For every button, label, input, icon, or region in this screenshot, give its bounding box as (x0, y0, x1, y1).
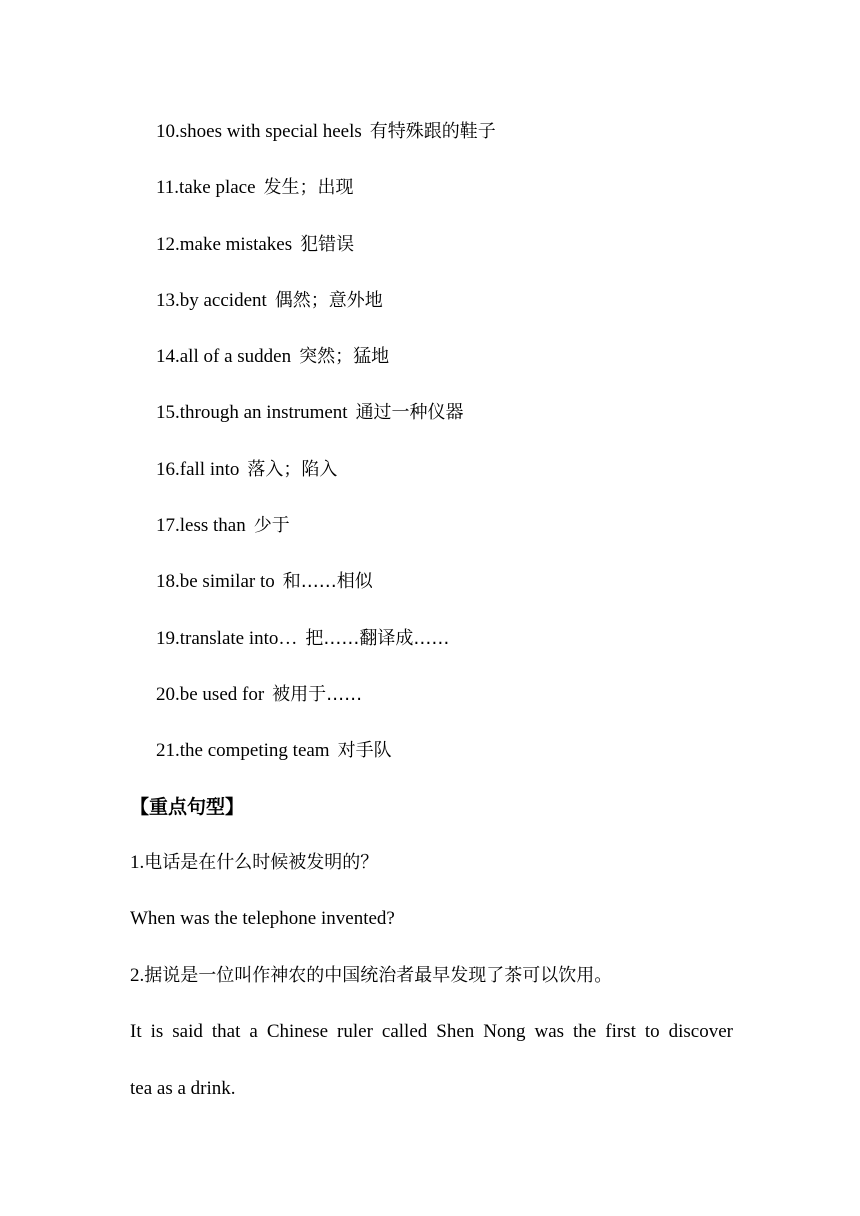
phrase-chinese: 突然；猛地 (299, 346, 390, 368)
phrase-english: 18.be similar to (156, 571, 275, 593)
list-item (156, 510, 796, 566)
sentence-chinese-text: 据说是一位叫作神农的中国统治者最早发现了茶可以饮用。 (144, 964, 613, 986)
phrase-english: 20.be used for (156, 683, 265, 705)
phrase-chinese: 对手队 (337, 740, 392, 762)
phrase-english: 10.shoes with special heels (156, 121, 362, 142)
phrase-chinese: 把……翻译成…… (305, 627, 450, 649)
phrase-english: 14.all of a sudden (156, 346, 292, 368)
list-item (156, 679, 796, 735)
list-item (156, 454, 796, 510)
phrase-chinese: 落入；陷入 (247, 458, 338, 480)
sentence-number: 1. (130, 852, 145, 873)
phrase-english: 15.through an instrument (156, 402, 348, 424)
phrase-chinese: 发生；出现 (263, 177, 354, 199)
sentence-english: When was the telephone invented? (130, 908, 395, 930)
key-sentences-section (130, 790, 750, 1128)
phrase-english: 16.fall into (156, 458, 240, 480)
phrase-chinese: 通过一种仪器 (355, 402, 464, 424)
phrase-english: 13.by accident (156, 289, 267, 311)
phrase-chinese: 偶然；意外地 (274, 289, 383, 311)
phrase-list (156, 116, 796, 792)
phrase-english: 12.make mistakes (156, 233, 293, 255)
sentence-number: 2. (130, 964, 145, 986)
phrase-english: 21.the competing team (156, 740, 330, 762)
phrase-english: 17.less than (156, 515, 246, 537)
phrase-chinese: 有特殊跟的鞋子 (369, 121, 496, 142)
sentence-english-continued: tea as a drink. (130, 1077, 236, 1099)
list-item (156, 397, 796, 453)
list-item (156, 229, 796, 285)
phrase-chinese: 被用于…… (272, 683, 363, 705)
phrase-chinese: 少于 (253, 515, 290, 537)
list-item (156, 341, 796, 397)
list-item (156, 566, 796, 622)
phrase-chinese: 和……相似 (282, 571, 373, 593)
phrase-english: 11.take place (156, 177, 256, 199)
sentence-english: It is said that a Chinese ruler called Shen Nong was the first to discover (130, 1021, 733, 1043)
sentence-chinese-text: 电话是在什么时候被发明的？ (144, 852, 379, 873)
list-item (156, 116, 796, 172)
phrase-english: 19.translate into… (156, 627, 298, 649)
list-item (156, 623, 796, 679)
section-heading: 【重点句型】 (130, 796, 245, 818)
sentence-chinese (130, 959, 750, 1015)
sentence-chinese (130, 846, 750, 902)
list-item (156, 172, 796, 228)
phrase-chinese: 犯错误 (300, 233, 355, 255)
list-item (156, 735, 796, 791)
list-item (156, 285, 796, 341)
